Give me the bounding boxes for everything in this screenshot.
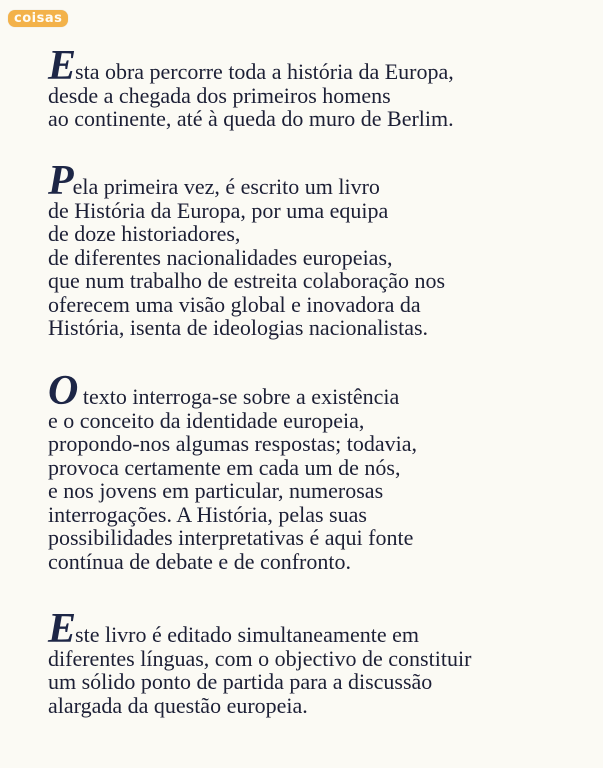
paragraph-line: de diferentes nacionalidades europeias, xyxy=(48,244,393,270)
paragraph-line: desde a chegada dos primeiros homens xyxy=(48,82,391,108)
paragraph-line: e o conceito da identidade europeia, xyxy=(48,407,365,433)
paragraph-line: que num trabalho de estreita colaboração nos xyxy=(48,268,446,293)
drop-initial: E xyxy=(48,43,76,89)
paragraph-line: interrogações. A História, pelas suas xyxy=(48,501,367,527)
paragraph-line: propondo-nos algumas respostas; todavia, xyxy=(48,431,418,456)
line-text: texto interroga-se sobre a existência xyxy=(77,384,400,409)
paragraph-4 xyxy=(48,606,598,718)
paragraph-line: alargada da questão europeia. xyxy=(48,692,308,718)
paragraph-line: um sólido ponto de partida para a discussão xyxy=(48,669,433,694)
drop-initial: P xyxy=(48,158,73,204)
paragraph-1 xyxy=(48,43,598,131)
paragraph-2 xyxy=(48,158,598,340)
paragraph-line: de História da Europa, por uma equipa xyxy=(48,197,389,223)
paragraph-line: possibilidades interpretativas é aqui fonte xyxy=(48,525,414,550)
paragraph-line: de doze historiadores, xyxy=(48,221,241,246)
paragraph-line: diferentes línguas, com o objectivo de constituir xyxy=(48,645,472,671)
line-text: ela primeira vez, é escrito um livro xyxy=(72,174,380,199)
paragraph-line: provoca certamente em cada um de nós, xyxy=(48,454,401,480)
line-text: ste livro é editado simultaneamente em xyxy=(75,622,419,647)
paragraph-line xyxy=(48,368,598,414)
paragraph-line xyxy=(48,158,598,204)
watermark-logo: coisas xyxy=(8,10,68,27)
drop-initial: O xyxy=(48,368,78,414)
paragraph-line xyxy=(48,43,598,89)
paragraph-line: ao continente, até à queda do muro de Berlim. xyxy=(48,106,454,131)
paragraph-line: oferecem uma visão global e inovadora da xyxy=(48,291,421,317)
paragraph-line: e nos jovens em particular, numerosas xyxy=(48,478,384,503)
paragraph-line: História, isenta de ideologias nacionalistas. xyxy=(48,315,429,340)
paragraph-line: contínua de debate e de confronto. xyxy=(48,548,351,574)
paragraph-line xyxy=(48,606,598,652)
line-text: sta obra percorre toda a história da Europa, xyxy=(75,59,454,84)
paragraph-3 xyxy=(48,368,598,574)
drop-initial: E xyxy=(48,606,76,652)
